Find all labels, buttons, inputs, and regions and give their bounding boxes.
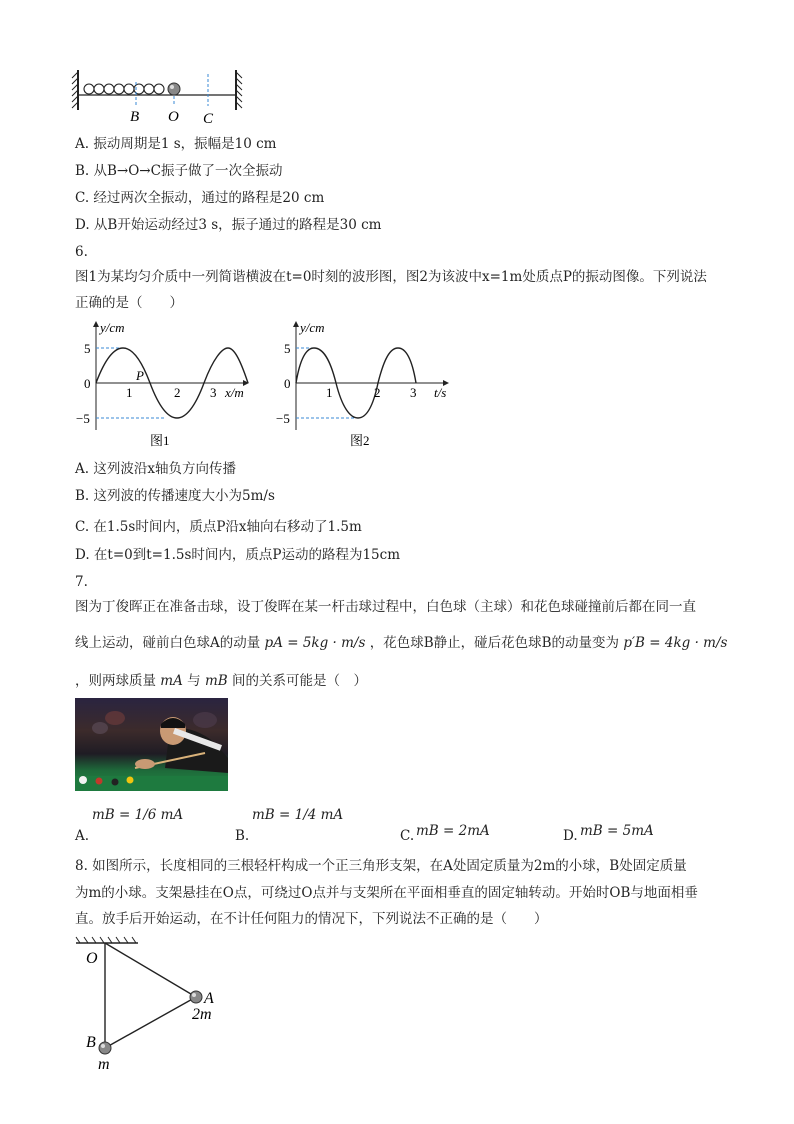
- q8-stem-line1: 8. 如图所示，长度相同的三根轻杆构成一个正三角形支架，在A处固定质量为2m的小球，B处固定质量: [75, 858, 687, 874]
- q7-stem-line2a: 线上运动，碰前白色球A的动量: [75, 635, 261, 651]
- q7-option-a-letter[interactable]: A.: [75, 828, 90, 844]
- q6-option-a[interactable]: A. 这列波沿x轴负方向传播: [75, 461, 236, 477]
- fig2-ylabel: y/cm: [300, 320, 325, 335]
- fig1-xlabel: x/m: [225, 385, 244, 400]
- fig1-xtick-3: 3: [210, 385, 217, 400]
- fig1-ylabel: y/cm: [100, 320, 125, 335]
- label-C: C: [203, 111, 214, 127]
- q7-stem-line2b: ，花色球B静止，碰后花色球B的动量变为: [369, 635, 620, 651]
- ball-A: [190, 991, 202, 1003]
- q7-mA: mA: [160, 673, 183, 689]
- q7-option-d-formula[interactable]: mB = 5mA: [580, 823, 654, 839]
- q7-stem-line1: 图为丁俊晖正在准备击球，设丁俊晖在某一杆击球过程中，白色球（主球）和花色球碰撞前后都在同一直: [75, 599, 696, 615]
- q8-stem-line3: 直。放手后开始运动，在不计任何阻力的情况下，下列说法不正确的是（ ）: [75, 911, 548, 927]
- fig1-point-P: P: [136, 368, 144, 383]
- q7-option-d-letter[interactable]: D.: [563, 828, 578, 844]
- fig2-caption: 图2: [350, 433, 370, 448]
- q7-option-c-formula[interactable]: mB = 2mA: [416, 823, 490, 839]
- label-O: O: [86, 950, 98, 967]
- fig1-caption: 图1: [150, 433, 170, 448]
- label-B-mass: m: [98, 1056, 110, 1073]
- fig2-xtick-2: 2: [374, 385, 381, 400]
- label-A: A: [204, 990, 214, 1007]
- fig1-ytick-0: 0: [84, 376, 91, 391]
- q6-option-d[interactable]: D. 在t=0到t=1.5s时间内，质点P运动的路程为15cm: [75, 547, 401, 563]
- fig2-ytick-0: 0: [284, 376, 291, 391]
- q6-stem-line2: 正确的是（ ）: [75, 295, 183, 311]
- q6-figure-2-vibration-graph: [278, 318, 458, 453]
- q7-stem-line3a: ，则两球质量: [75, 673, 156, 689]
- label-A-mass: 2m: [192, 1006, 212, 1023]
- fig1-ytick-5: 5: [84, 341, 91, 356]
- q7-stem-line3c: 间的关系可能是（ ）: [231, 673, 367, 689]
- q5-option-b[interactable]: B. 从B→O→C振子做了一次全振动: [75, 163, 283, 179]
- q7-option-b-formula[interactable]: mB = 1/4 mA: [252, 807, 344, 823]
- label-B: B: [86, 1034, 96, 1051]
- q7-stem-line2: [75, 634, 727, 652]
- q6-stem-line1: 图1为某均匀介质中一列简谐横波在t=0时刻的波形图，图2为该波中x=1m处质点P的振动图像。下列说法: [75, 269, 707, 285]
- fig2-xtick-1: 1: [326, 385, 333, 400]
- q7-option-b-letter[interactable]: B.: [235, 828, 250, 844]
- q7-stem-line3: [75, 672, 367, 690]
- q7-number: 7.: [75, 574, 88, 590]
- label-B: B: [130, 109, 140, 125]
- label-O: O: [168, 109, 179, 125]
- q6-option-c[interactable]: C. 在1.5s时间内，质点P沿x轴向右移动了1.5m: [75, 519, 362, 535]
- q7-mB: mB: [204, 673, 228, 689]
- fig1-xtick-2: 2: [174, 385, 181, 400]
- oscillator-ball: [168, 83, 180, 95]
- q7-stem-line3b: 与: [187, 673, 201, 689]
- fig1-ytick-neg5: −5: [76, 411, 90, 426]
- q6-option-b[interactable]: B. 这列波的传播速度大小为5m/s: [75, 488, 275, 504]
- q7-pB-formula: p′B = 4kg · m/s: [623, 635, 728, 651]
- q6-number: 6.: [75, 244, 88, 260]
- fig1-xtick-1: 1: [126, 385, 133, 400]
- snooker-player-photo: [75, 698, 228, 791]
- q5-option-d[interactable]: D. 从B开始运动经过3 s，振子通过的路程是30 cm: [75, 217, 382, 233]
- q6-figure-1-wave-graph: [78, 318, 258, 453]
- spring-coil: [84, 84, 164, 94]
- fig2-ytick-neg5: −5: [276, 411, 290, 426]
- q8-triangle-frame-figure: [72, 935, 232, 1075]
- q5-option-a[interactable]: A. 振动周期是1 s，振幅是10 cm: [75, 136, 277, 152]
- q5-option-c[interactable]: C. 经过两次全振动，通过的路程是20 cm: [75, 190, 325, 206]
- q7-option-c-letter[interactable]: C.: [400, 828, 415, 844]
- q7-pA-formula: pA = 5kg · m/s: [264, 635, 366, 651]
- fig2-xlabel: t/s: [434, 385, 447, 400]
- fig2-ytick-5: 5: [284, 341, 291, 356]
- q7-option-a-formula[interactable]: mB = 1/6 mA: [92, 807, 184, 823]
- q8-stem-line2: 为m的小球。支架悬挂在O点，可绕过O点并与支架所在平面相垂直的固定轴转动。开始时OB与地面相垂: [75, 885, 698, 901]
- ball-B: [99, 1042, 111, 1054]
- spring-oscillator-figure: [70, 66, 250, 127]
- fig2-xtick-3: 3: [410, 385, 417, 400]
